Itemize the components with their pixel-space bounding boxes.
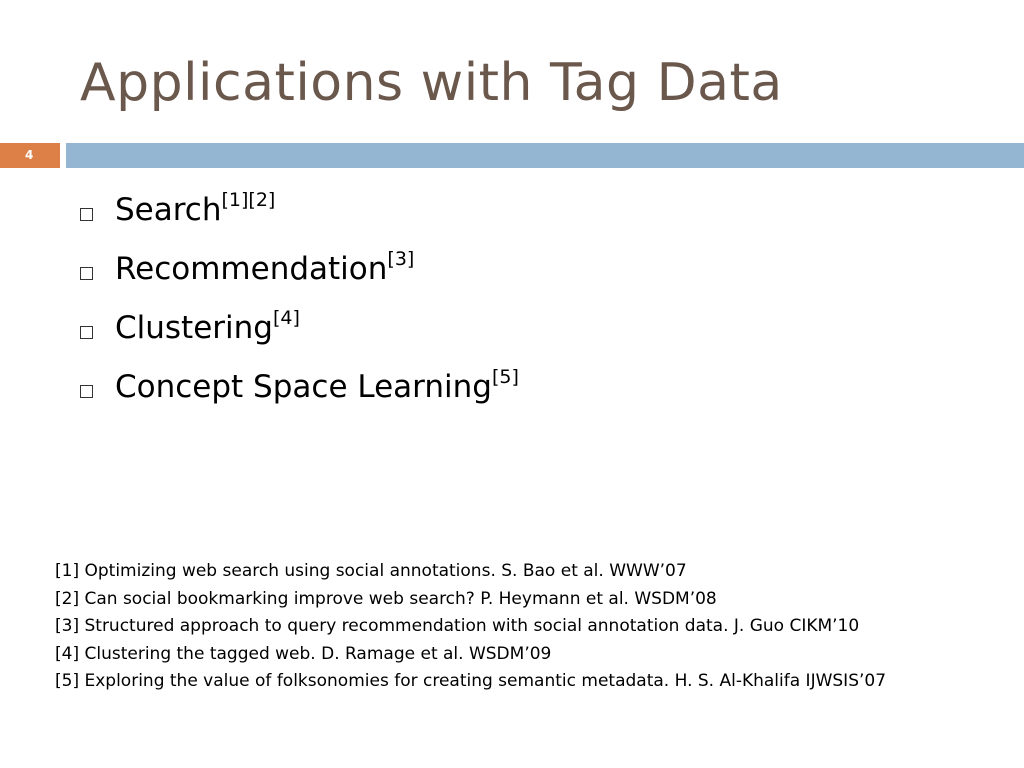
square-bullet-icon	[80, 267, 93, 280]
bullet-label: Clustering	[115, 310, 273, 346]
reference-item: [2] Can social bookmarking improve web search? P. Heymann et al. WSDM’08	[55, 588, 717, 609]
citation-marker: [5]	[491, 366, 519, 388]
slide-number: 4	[0, 143, 60, 168]
bullet-item-clustering	[80, 303, 519, 362]
bullet-item-concept-space-learning	[80, 362, 519, 421]
reference-item: [5] Exploring the value of folksonomies for creating semantic metadata. H. S. Al-Khalifa IJWSIS’07	[55, 671, 887, 691]
bullet-label: Concept Space Learning	[115, 369, 492, 405]
bullet-label: Search	[115, 192, 222, 228]
bullet-item-search	[80, 185, 519, 244]
square-bullet-icon	[80, 385, 93, 398]
reference-item: [1] Optimizing web search using social annotations. S. Bao et al. WWW’07	[55, 561, 687, 581]
reference-item: [4] Clustering the tagged web. D. Ramage et al. WSDM’09	[55, 643, 552, 664]
square-bullet-icon	[80, 208, 93, 221]
reference-item: [3] Structured approach to query recommendation with social annotation data. J. Guo CIKM’10	[55, 616, 860, 636]
reference-list	[55, 558, 886, 696]
bullet-label: Recommendation	[115, 251, 388, 287]
bullet-list	[80, 185, 519, 421]
citation-marker: [4]	[272, 307, 300, 329]
bullet-item-recommendation	[80, 244, 519, 303]
citation-marker: [3]	[387, 248, 415, 270]
slide-title: Applications with Tag Data	[80, 53, 783, 113]
citation-marker: [1][2]	[221, 189, 276, 211]
square-bullet-icon	[80, 326, 93, 339]
header-bar	[66, 143, 1024, 168]
